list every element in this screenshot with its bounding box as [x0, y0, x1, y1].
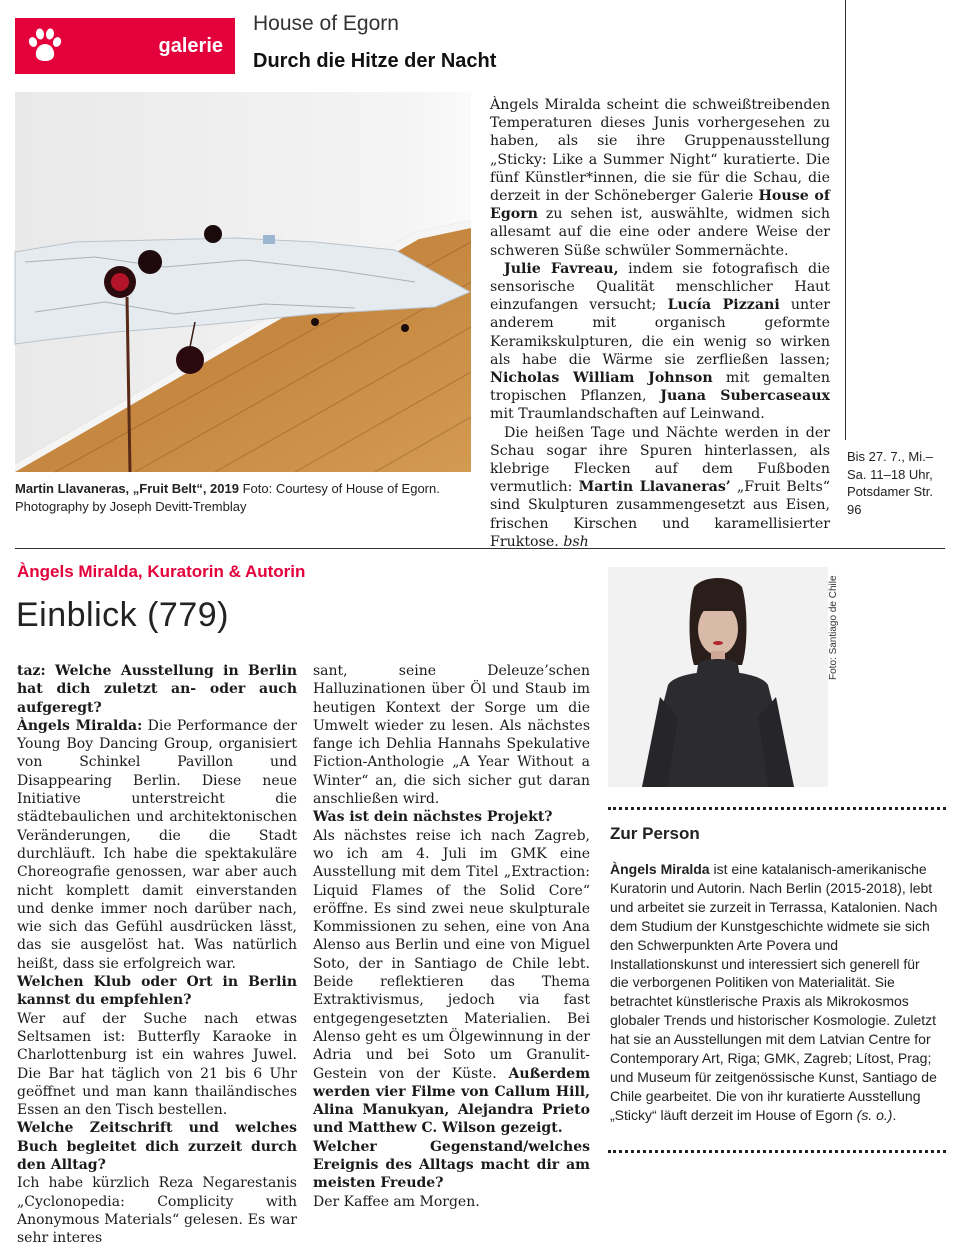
- portrait-photo: [608, 567, 828, 787]
- bio-text: Àngels Miralda ist eine katalanisch-amerikanische Kuratorin und Autorin. Nach Berlin (2015-2018), lebt und arbeitet sie zurzeit in Terrassa, Katalonien. Nach dem Studium der Kunstgeschichte widmete sie sich den Schwerpunkten Arte Povera und Installationskunst und interessiert sich generell für die verborgenen Politiken von Materialität. Sie betrachtet künstlerische Praxis als Mikrokosmos globaler Trends und historischer Kosmologie. Zuletzt hat sie an Ausstellungen mit dem Latvian Centre for Contemporary Art, Riga; GMK, Zagreb; Lítost, Prag; und Museum für zeitgenössische Kunst, Santiago de Chile gearbeitet. Die von ihr kuratierte Ausstellung „Sticky“ läuft derzeit im House of Egorn (s. o.).: [610, 861, 938, 1123]
- interview-title: Einblick (779): [16, 596, 229, 634]
- dotted-divider-top: [608, 807, 946, 810]
- paragraph-1: Àngels Miralda scheint die schweißtreibenden Temperaturen dieses Junis vorhergesehen zu haben, als sie ihre Gruppenausstellung „Sticky: Like a Summer Night“ kuratierte. Die fünf Künstler*innen, die sie für die Schau, die derzeit in der Schöneberger Galerie House of Egorn zu sehen ist, auswählte, widmen sich allesamt auf die eine oder andere Weise der schweren Süße schwüler Sommernächte.: [490, 97, 830, 259]
- question-1: taz: Welche Ausstellung in Berlin hat dich zuletzt an- oder auch aufgeregt?: [17, 663, 297, 716]
- bio-title: Zur Person: [610, 824, 700, 843]
- question-4: Was ist dein nächstes Projekt?: [313, 809, 553, 826]
- paragraph-2: Julie Favreau, indem sie fotografisch die sensorische Qualität menschlicher Haut einzufangen versucht; Lucía Pizzani unter anderem mit organisch geformte Keramikskulpturen, die ein wenig so wirken als habe die Wärme sie zerfließen lassen; Nicholas William Johnson mit gemalten tropischen Pflanzen, Juana Subercaseaux mit Traumlandschaften auf Leinwand.: [490, 260, 830, 423]
- interview-column-2: [313, 662, 590, 1211]
- answer-3-part-1: Ich habe kürzlich Reza Negarestanis „Cyclonopedia: Complicity with Anonymous Materials“ gelesen. Es war sehr interes: [17, 1175, 297, 1247]
- answer-3-part-2: sant, seine Deleuze’schen Halluzinationen über Öl und Staub im heutigen Kontext der Sorge um die Umwelt wieder zu lesen. Als nächstes fange ich Dehlia Hannahs Spekulative Fiction-Anthologie „A Year Without a Winter“ an, die sich sicher gut daran anschließen wird.: [313, 663, 590, 808]
- interview-kicker: Àngels Miralda, Kuratorin & Autorin: [17, 562, 306, 581]
- question-5: Welcher Gegenstand/welches Ereignis des Alltags macht dir am meisten Freude?: [313, 1138, 590, 1192]
- column-divider-vertical: [845, 0, 846, 440]
- answer-1: Àngels Miralda: Die Performance der Young Boy Dancing Group, organisiert von Schinkel Pavillon und Disappearing Berlin. Diese neue Initiative unterstreicht die städtebaulichen und architektonischen Veränderungen, die die Stadt durchläuft. Ich habe die spektakuläre Choreografie genossen, war aber auch nicht komplett damit einverstanden und denke immer noch darüber nach, wie sich das Gefühl ausdrücken lässt, das sie ausgelöst hat. Was natürlich heißt, dass sie erfolgreich war.: [17, 717, 297, 972]
- paw-icon: [25, 26, 65, 66]
- dotted-divider-bottom: [608, 1150, 946, 1153]
- answer-4: Als nächstes reise ich nach Zagreb, wo ich am 4. Juli im GMK eine Ausstellung mit dem Titel „Extraction: Liquid Flames of the Solid Core“ eröffne. Es sind zwei neue skulpturale Kommissionen zu sehen, eine von Ana Alenso aus Berlin und eine von Miguel Soto, der in Santiago de Chile lebt. Beide reflektieren das Thema Extraktivismus, jedoch via fast entgegengesetzten Materialien. Bei Alenso geht es um Ölgewinnung in der Adria und bei Soto um Granulit-Gestein von der Küste. Außerdem werden vier Filme von Callum Hill, Alina Manukyan, Alejandra Prieto und Matthew C. Wilson gezeigt.: [313, 827, 591, 1137]
- article-body: [490, 96, 830, 551]
- article-headline: Durch die Hitze der Nacht: [253, 50, 497, 72]
- caption-title: Martin Llavaneras, „Fruit Belt“, 2019: [15, 481, 239, 496]
- article-kicker: House of Egorn: [253, 12, 399, 35]
- answer-5: Der Kaffee am Morgen.: [313, 1193, 480, 1210]
- badge-label: galerie: [158, 34, 223, 57]
- question-2: Welchen Klub oder Ort in Berlin kannst du empfehlen?: [17, 974, 297, 1009]
- section-badge: [15, 18, 235, 74]
- photo-credit: Foto: Santiago de Chile: [828, 575, 839, 680]
- artwork-photo: [15, 92, 471, 472]
- caption-credit: Foto: Courtesy of House of Egorn. Photography by Joseph Devitt-Tremblay: [15, 481, 440, 514]
- interview-column-1: [17, 662, 297, 1248]
- image-caption: [15, 480, 475, 516]
- answer-2: Wer auf der Suche nach etwas Seltsamen ist: Butterfly Karaoke in Charlottenburg ist ein wahres Juwel. Die Bar hat täglich von 21 bis 6 Uhr geöffnet und man kann thailändisches Essen an den Tisch bestellen.: [17, 1010, 297, 1119]
- paragraph-3: Die heißen Tage und Nächte werden in der Schau sogar ihre Spuren hinterlassen, als klebrige Flecken auf dem Fußboden vermutlich: Martin Llavaneras’ „Fruit Belts“ sind Skulpturen zusammengesetzt aus Eisen, frischen Kirschen und karamellisierter Fruktose. bsh: [490, 424, 831, 550]
- exhibition-info: Bis 27. 7., Mi.–Sa. 11–18 Uhr, Potsdamer Str. 96: [847, 449, 933, 517]
- question-3: Welche Zeitschrift und welches Buch begleitet dich zurzeit durch den Alltag?: [17, 1120, 297, 1174]
